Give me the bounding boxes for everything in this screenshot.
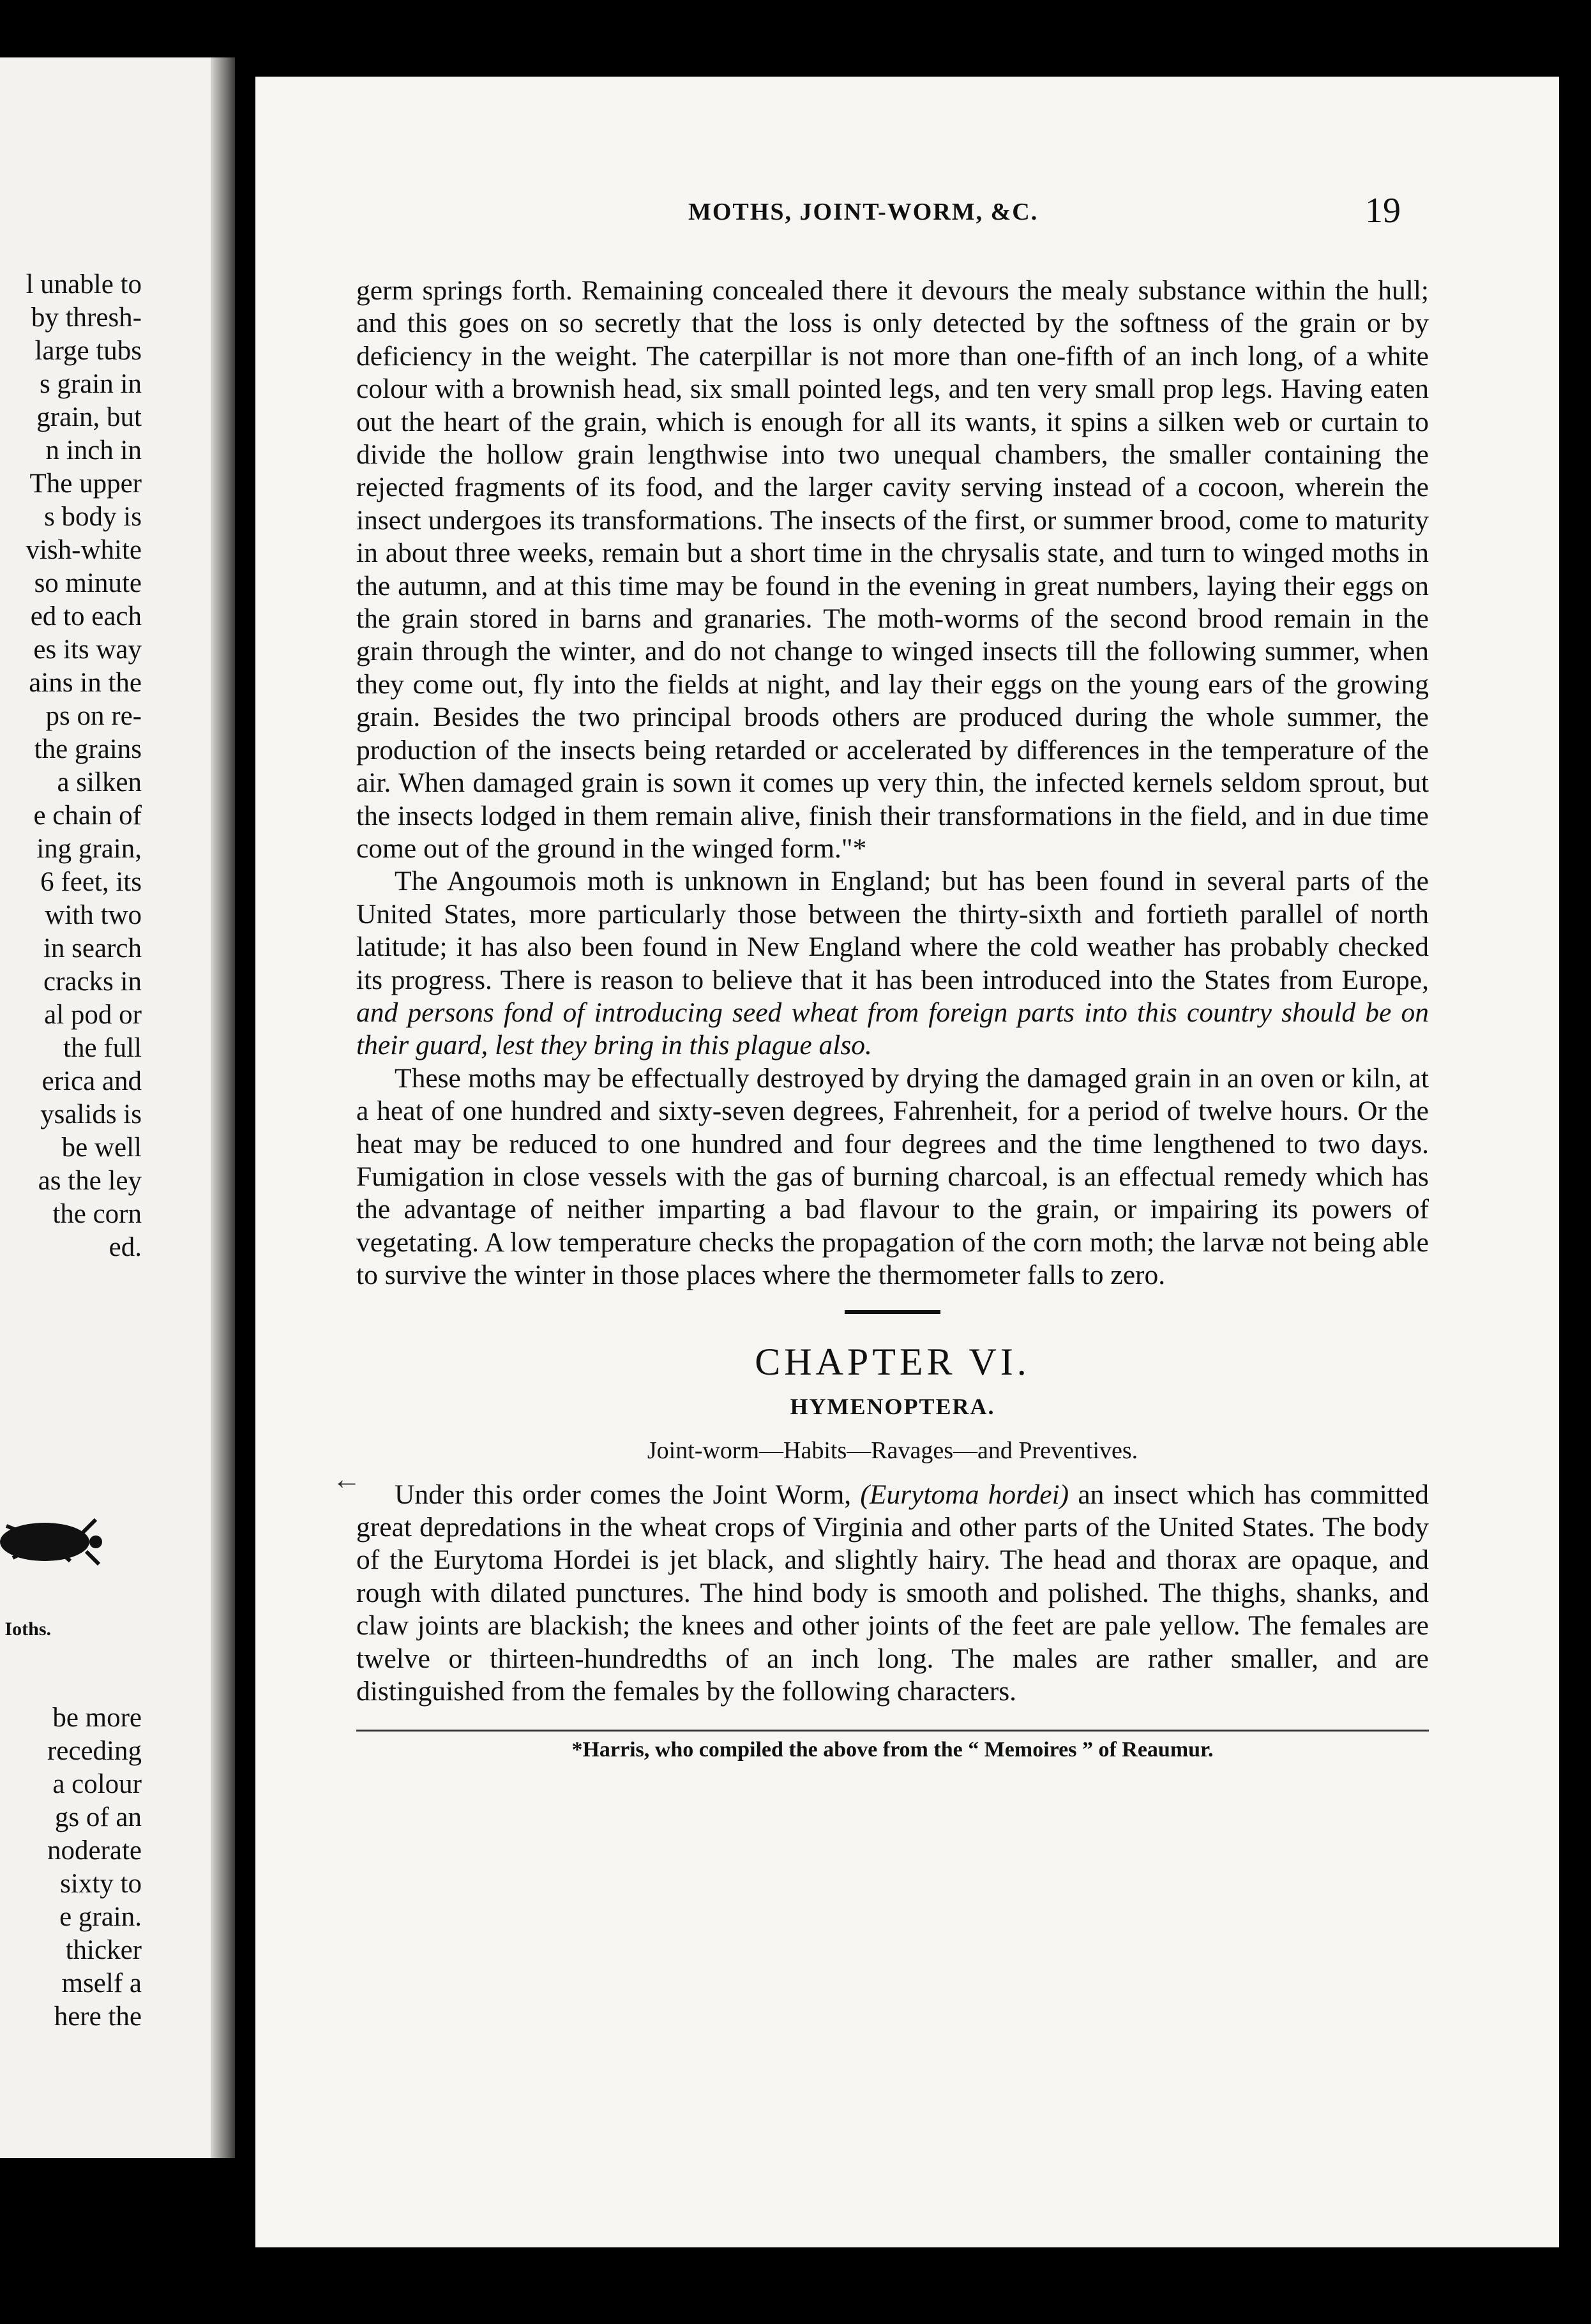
footnote: *Harris, who compiled the above from the “ Memoires ” of Reaumur. [571, 1738, 1214, 1762]
species-name: (Eurytoma hordei) [860, 1479, 1069, 1510]
left-line: es its way [33, 635, 142, 665]
paragraph-italic-text: and persons fond of introducing seed wheat from foreign parts into this country should be on their guard, lest they bring in this plague also. [356, 997, 1429, 1061]
left-line: as the ley [38, 1166, 142, 1196]
book-gutter [211, 57, 235, 2158]
left-line: erica and [41, 1066, 142, 1096]
left-line: e chain of [33, 801, 142, 831]
left-line: s grain in [39, 369, 142, 399]
chapter-rule [845, 1310, 940, 1314]
chapter-topics: Joint-worm—Habits—Ravages—and Preventives. [647, 1437, 1138, 1464]
left-line: a silken [57, 767, 142, 797]
left-line: cracks in [43, 967, 142, 997]
left-page-fragment [0, 57, 235, 2158]
left-line: mself a [61, 1968, 142, 1998]
footnote-rule [356, 1730, 1429, 1732]
left-line: the corn [52, 1199, 142, 1229]
paragraph-text: Under this order comes the Joint Worm, [395, 1479, 852, 1510]
left-line: gs of an [54, 1802, 142, 1832]
left-line: ysalids is [40, 1099, 142, 1129]
moth-illustration-fragment [0, 1507, 102, 1577]
chapter-title: CHAPTER VI. [755, 1340, 1030, 1383]
left-line: by thresh- [31, 303, 142, 333]
paragraph: germ springs forth. Remaining concealed there it devours the mealy substance within the hull; and this goes on so secretly that the loss is only detected by the softness of the grain or by deficiency in the weight. The caterpillar is not more than one-fifth of an inch long, of a white colour with a brownish head, six small pointed legs, and ten very small prop legs. Having eaten out the heart of the grain, which is enough for all its wants, it spins a silken web or curtain to divide the hollow grain lengthwise into two unequal chambers, the smaller containing the rejected fragments of its food, and the larger cavity serving instead of a cocoon, wherein the insect undergoes its transformations. The insects of the first, or summer brood, come to maturity in about three weeks, remain but a short time in the chrysalis state, and turn to winged moths in the autumn, and at this time may be found in the evening in great numbers, laying their eggs on the grain stored in barns and granaries. The moth-worms of the second brood remain in the grain through the winter, and do not change to winged insects till the following summer, when they come out, fly into the fields at night, and lay their eggs on the young ears of the growing grain. Besides the two principal broods others are produced during the whole summer, the production of the insects being retarded or accelerated by differences in the temperature of the air. When damaged grain is sown it comes up very thin, the infected kernels seldom sprout, but the insects lodged in them remain alive, finish their transformations in the field, and in due time come out of the ground in the winged form."* [356, 275, 1429, 864]
left-page-text-upper [0, 268, 142, 1264]
left-line: n inch in [45, 435, 142, 465]
chapter-subtitle: HYMENOPTERA. [790, 1393, 995, 1419]
paragraph [356, 1479, 1429, 1709]
left-line: s body is [44, 502, 142, 532]
left-line: thicker [65, 1935, 142, 1965]
left-line: with two [45, 900, 142, 930]
left-line: receding [47, 1736, 142, 1766]
left-line: so minute [34, 568, 142, 598]
left-line: the grains [34, 734, 142, 764]
left-line: noderate [47, 1836, 142, 1866]
left-line: l unable to [26, 269, 142, 299]
running-title: MOTHS, JOINT-WORM, &C. [688, 199, 1039, 225]
left-page-text-lower [0, 1701, 142, 2033]
left-line: sixty to [60, 1869, 142, 1899]
paragraph-text: The Angoumois moth is unknown in England; but has been found in several parts of the United States, more particularly those between the thirty-sixth and fortieth parallel of north latitude; it has also been found in New England where the cold weather has probably checked its progress. There is reason to believe that it has been introduced into the States from Europe, [356, 866, 1429, 995]
left-line: ains in the [29, 668, 142, 698]
left-line: e grain. [59, 1902, 142, 1932]
left-line: vish-white [26, 535, 142, 565]
left-figure-caption: Ioths. [4, 1618, 51, 1640]
right-page [255, 77, 1559, 2247]
left-line: be well [61, 1133, 142, 1163]
left-line: here the [54, 2002, 142, 2032]
paragraph [356, 865, 1429, 1062]
left-line: be more [52, 1703, 142, 1733]
left-line: large tubs [34, 336, 142, 366]
margin-arrow-mark: ← [332, 1463, 361, 1495]
left-line: al pod or [44, 1000, 142, 1030]
left-line: the full [63, 1033, 142, 1063]
left-line: 6 feet, its [40, 867, 142, 897]
left-line: ed. [109, 1232, 142, 1262]
left-line: The upper [29, 469, 142, 499]
left-line: ed to each [30, 601, 142, 631]
running-head [356, 191, 1429, 236]
left-line: ps on re- [45, 701, 142, 731]
left-line: grain, but [36, 402, 142, 432]
page-number: 19 [1365, 191, 1401, 230]
paragraph: These moths may be effectually destroyed by drying the damaged grain in an oven or kiln, at a heat of one hundred and sixty-seven degrees, Fahrenheit, for a period of twelve hours. Or the heat may be reduced to one hundred and four degrees and the time lengthened to two days. Fumigation in close vessels with the gas of burning charcoal, is an effectual remedy which has the advantage of neither imparting a bad flavour to the grain, or impairing its powers of vegetating. A low temperature checks the propagation of the corn moth; the larvæ not being able to survive the winter in those places where the thermometer falls to zero. [356, 1062, 1429, 1291]
left-line: a colour [52, 1769, 142, 1799]
left-line: in search [43, 933, 142, 963]
left-line: ing grain, [36, 834, 142, 864]
paragraph-text: an insect which has committed great depredations in the wheat crops of Virginia and other parts of the United States. The body of the Eurytoma Hordei is jet black, and slightly hairy. The head and thorax are opaque, and rough with dilated punctures. The hind body is smooth and polished. The thighs, shanks, and claw joints are blackish; the knees and other joints of the feet are pale yellow. The females are twelve or thirteen-hundredths of an inch long. The males are rather smaller, and are distinguished from the females by the following characters. [356, 1479, 1429, 1707]
body-text [356, 275, 1429, 1762]
